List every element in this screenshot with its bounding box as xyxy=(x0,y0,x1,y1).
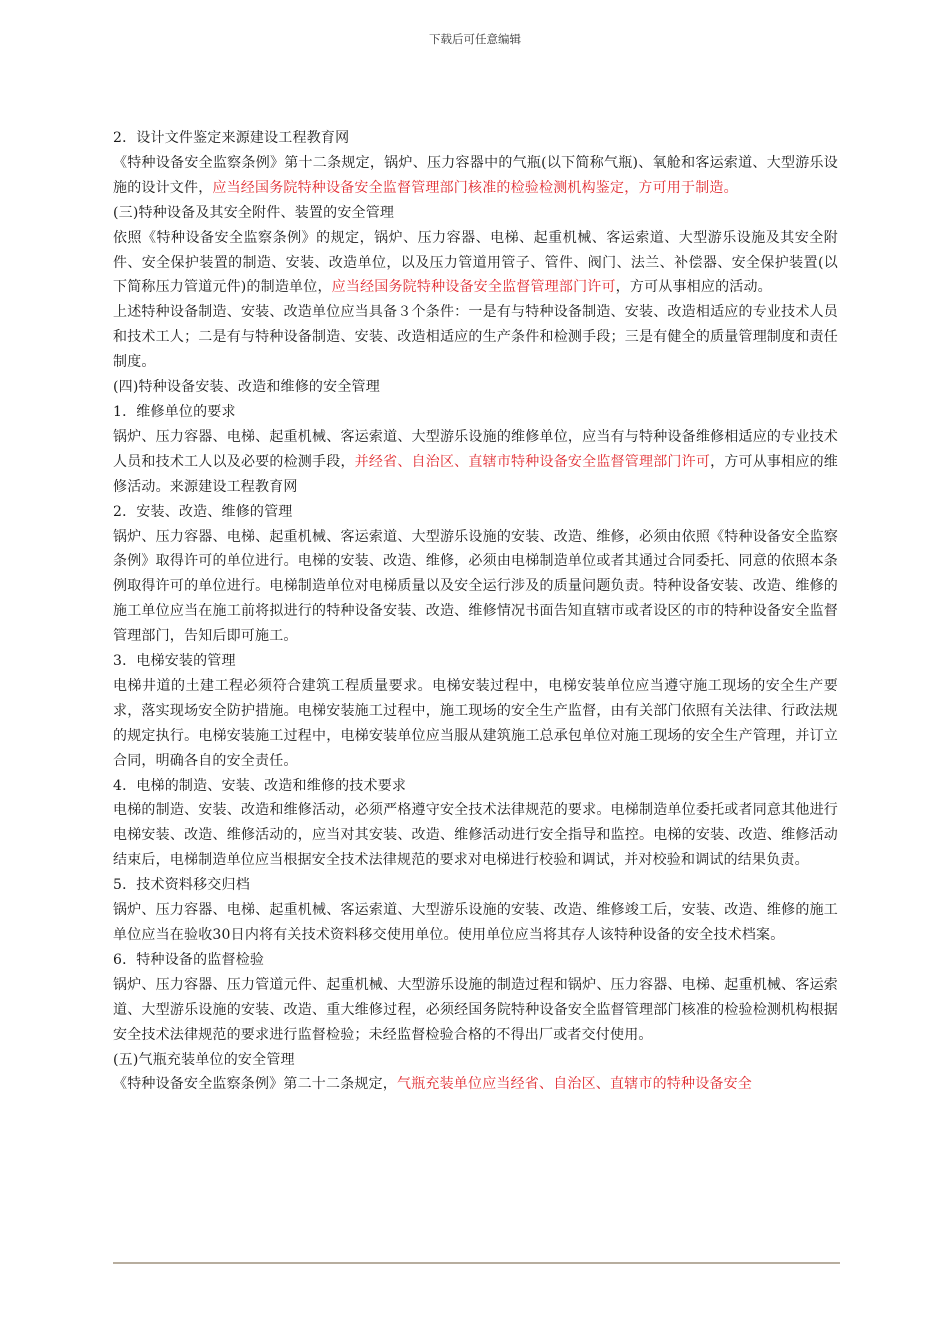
text-segment: 《特种设备安全监察条例》第十二条规定，锅炉、压力容器中的气瓶(以下简称气瓶)、氧舱和客运索道、大型游乐设施的设计文件， xyxy=(113,154,838,196)
paragraph xyxy=(113,774,838,799)
paragraph xyxy=(113,649,838,674)
text-segment: 锅炉、压力容器、电梯、起重机械、客运索道、大型游乐设施的安装、改造、维修，必须由依照《特种设备安全监察条例》取得许可的单位进行。电梯的安装、改造、维修，必须由电梯制造单位或者其通过合同委托、同意的依照本条例取得许可的单位进行。电梯制造单位对电梯质量以及安全运行涉及的质量问题负责。特种设备安装、改造、维修的施工单位应当在施工前将拟进行的特种设备安装、改造、维修情况书面告知直辖市或者设区的市的特种设备安全监督管理部门，告知后即可施工。 xyxy=(113,528,838,645)
paragraph xyxy=(113,973,838,1048)
text-segment: 《特种设备安全监察条例》第二十二条规定， xyxy=(113,1076,397,1093)
footer-divider xyxy=(113,1262,840,1264)
paragraph xyxy=(113,1048,838,1073)
paragraph xyxy=(113,201,838,226)
paragraph xyxy=(113,798,838,873)
text-segment: ，方可从事相应的活动。 xyxy=(615,279,772,296)
text-segment: 锅炉、压力容器、电梯、起重机械、客运索道、大型游乐设施的安装、改造、维修竣工后，安装、改造、维修的施工单位应当在验收30日内将有关技术资料移交使用单位。使用单位应当将其存人该特种设备的安全技术档案。 xyxy=(113,902,838,943)
text-segment: 5．技术资料移交归档 xyxy=(113,877,250,894)
text-segment: (三)特种设备及其安全附件、装置的安全管理 xyxy=(113,204,395,221)
paragraph xyxy=(113,500,838,525)
paragraph xyxy=(113,948,838,973)
paragraph xyxy=(113,425,838,500)
text-segment: 2．安装、改造、维修的管理 xyxy=(113,503,293,520)
text-segment: 电梯井道的土建工程必须符合建筑工程质量要求。电梯安装过程中，电梯安装单位应当遵守施工现场的安全生产要求，落实现场安全防护措施。电梯安装施工过程中，施工现场的安全生产监督，由有关部门依照有关法律、行政法规的规定执行。电梯安装施工过程中，电梯安装单位应当服从建筑施工总承包单位对施工现场的安全生产管理，并订立合同，明确各自的安全责任。 xyxy=(113,677,838,769)
paragraph xyxy=(113,873,838,898)
paragraph xyxy=(113,300,838,375)
paragraph xyxy=(113,400,838,425)
highlighted-text: 应当经国务院特种设备安全监督管理部门许可 xyxy=(331,279,616,296)
paragraph xyxy=(113,898,838,948)
paragraph xyxy=(113,151,838,201)
highlighted-text: 应当经国务院特种设备安全监督管理部门核准的检验检测机构鉴定，方可用于制造。 xyxy=(212,179,738,196)
text-segment: 锅炉、压力容器、压力管道元件、起重机械、大型游乐设施的制造过程和锅炉、压力容器、电梯、起重机械、客运索道、大型游乐设施的安装、改造、重大维修过程，必须经国务院特种设备安全监督管理部门核准的检验检测机构根据安全技术法律规范的要求进行监督检验；未经监督检验合格的不得出厂或者交付使用。 xyxy=(113,976,838,1043)
paragraph xyxy=(113,674,838,774)
document-body xyxy=(113,126,838,1097)
text-segment: 依照《特种设备安全监察条例》的规定，锅炉、压力容器、电梯、起重机械、客运索道、大型游乐设施及其安全附件、安全保护装置的制造、安装、改造单位，以及压力管道用管子、管件、阀门、法兰、补偿器、安全保护装置(以下简称压力管道元件)的制造单位， xyxy=(113,229,838,296)
paragraph xyxy=(113,375,838,400)
text-segment: ，方可从事相应的维修活动。来源建设工程教育网 xyxy=(113,453,838,495)
paragraph xyxy=(113,1072,838,1097)
paragraph xyxy=(113,525,838,650)
text-segment: 电梯的制造、安装、改造和维修活动，必须严格遵守安全技术法律规范的要求。电梯制造单位委托或者同意其他进行电梯安装、改造、维修活动的，应当对其安装、改造、维修活动进行安全指导和监控。电梯的安装、改造、维修活动结束后，电梯制造单位应当根据安全技术法律规范的要求对电梯进行校验和调试，并对校验和调试的结果负责。 xyxy=(113,802,838,869)
paragraph xyxy=(113,126,838,151)
text-segment: 3．电梯安装的管理 xyxy=(113,653,236,670)
text-segment: 1．维修单位的要求 xyxy=(113,403,236,420)
paragraph xyxy=(113,226,838,301)
highlighted-text: 并经省、自治区、直辖市特种设备安全监督管理部门许可 xyxy=(354,453,711,470)
text-segment: 4．电梯的制造、安装、改造和维修的技术要求 xyxy=(113,777,407,794)
text-segment: (五)气瓶充装单位的安全管理 xyxy=(113,1051,295,1068)
page-header: 下载后可任意编辑 xyxy=(429,32,521,46)
text-segment: 锅炉、压力容器、电梯、起重机械、客运索道、大型游乐设施的维修单位，应当有与特种设备维修相适应的专业技术人员和技术工人以及必要的检测手段， xyxy=(113,428,838,470)
text-segment: 上述特种设备制造、安装、改造单位应当具备３个条件：一是有与特种设备制造、安装、改造相适应的专业技术人员和技术工人；二是有与特种设备制造、安装、改造相适应的生产条件和检测手段；三是有健全的质量管理制度和责任制度。 xyxy=(113,304,838,371)
text-segment: 2．设计文件鉴定来源建设工程教育网 xyxy=(113,130,350,146)
highlighted-text: 气瓶充装单位应当经省、自治区、直辖市的特种设备安全 xyxy=(397,1076,752,1093)
text-segment: (四)特种设备安装、改造和维修的安全管理 xyxy=(113,379,380,396)
text-segment: 6．特种设备的监督检验 xyxy=(113,951,265,968)
